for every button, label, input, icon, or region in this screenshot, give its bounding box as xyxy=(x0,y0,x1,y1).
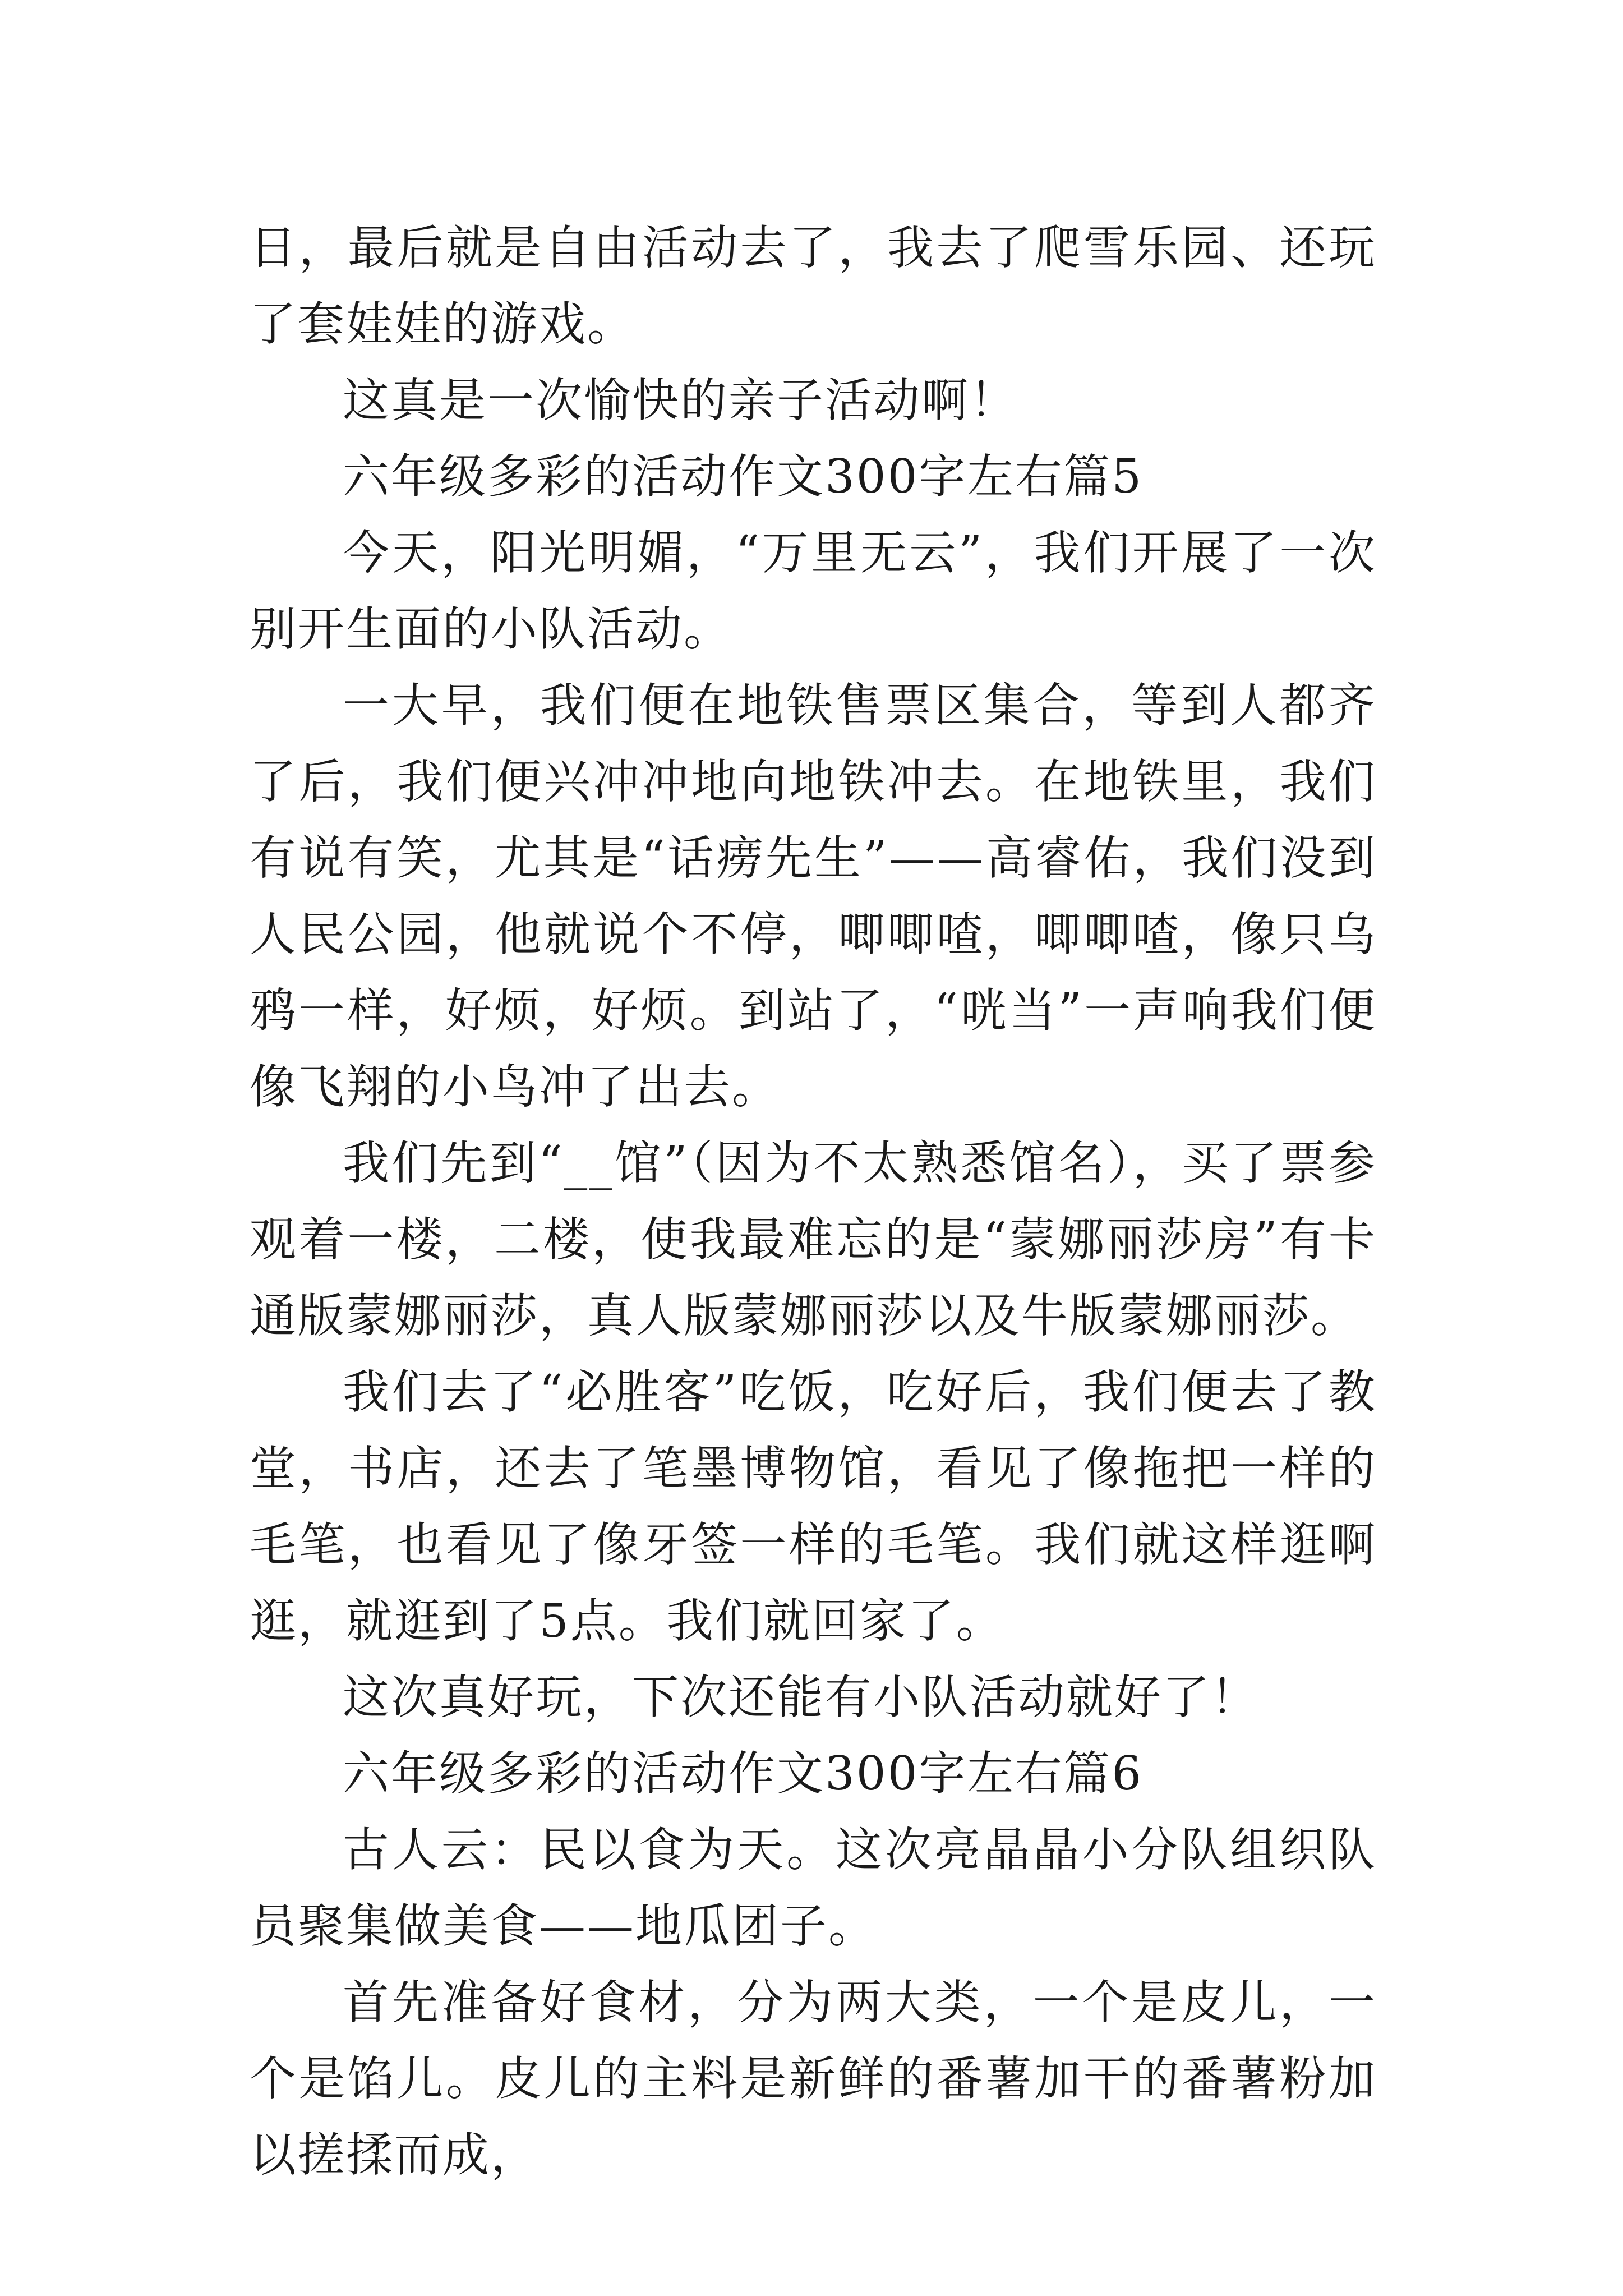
section-heading-5: 六年级多彩的活动作文300字左右篇5 xyxy=(343,449,1144,504)
paragraph-5: 我们先到“__馆”（因为不太熟悉馆名），买了票参观着一楼，二楼，使我最难忘的是“蒙娜丽莎房”有卡通版蒙娜丽莎，真人版蒙娜丽莎以及牛版蒙娜丽莎。 xyxy=(250,1136,1377,1343)
paragraph-6: 我们去了“必胜客”吃饭，吃好后，我们便去了教堂，书店，还去了笔墨博物馆，看见了像拖把一样的毛笔，也看见了像牙签一样的毛笔。我们就这样逛啊逛，就逛到了5点。我们就回家了。 xyxy=(250,1365,1377,1648)
paragraph-1: 日，最后就是自由活动去了，我去了爬雪乐园、还玩了套娃娃的游戏。 xyxy=(250,220,1377,351)
paragraph-2: 这真是一次愉快的亲子活动啊！ xyxy=(343,373,1018,427)
paragraph-4: 一大早，我们便在地铁售票区集合，等到人都齐了后，我们便兴冲冲地向地铁冲去。在地铁里，我们有说有笑，尤其是“话痨先生”——高睿佑，我们没到人民公园，他就说个不停，唧唧喳，唧唧喳，像只乌鸦一样，好烦，好烦。到站了，“咣当”一声响我们便像飞翔的小鸟冲了出去。 xyxy=(250,678,1377,1114)
document-body xyxy=(250,210,1377,2193)
paragraph-9: 首先准备好食材，分为两大类，一个是皮儿，一个是馅儿。皮儿的主料是新鲜的番薯加干的番薯粉加以搓揉而成， xyxy=(250,1975,1377,2182)
paragraph-7: 这次真好玩，下次还能有小队活动就好了！ xyxy=(343,1670,1259,1724)
paragraph-3: 今天，阳光明媚，“万里无云”，我们开展了一次别开生面的小队活动。 xyxy=(250,526,1377,656)
section-heading-6: 六年级多彩的活动作文300字左右篇6 xyxy=(343,1746,1144,1801)
paragraph-8: 古人云：民以食为天。这次亮晶晶小分队组织队员聚集做美食——地瓜团子。 xyxy=(250,1823,1377,1953)
